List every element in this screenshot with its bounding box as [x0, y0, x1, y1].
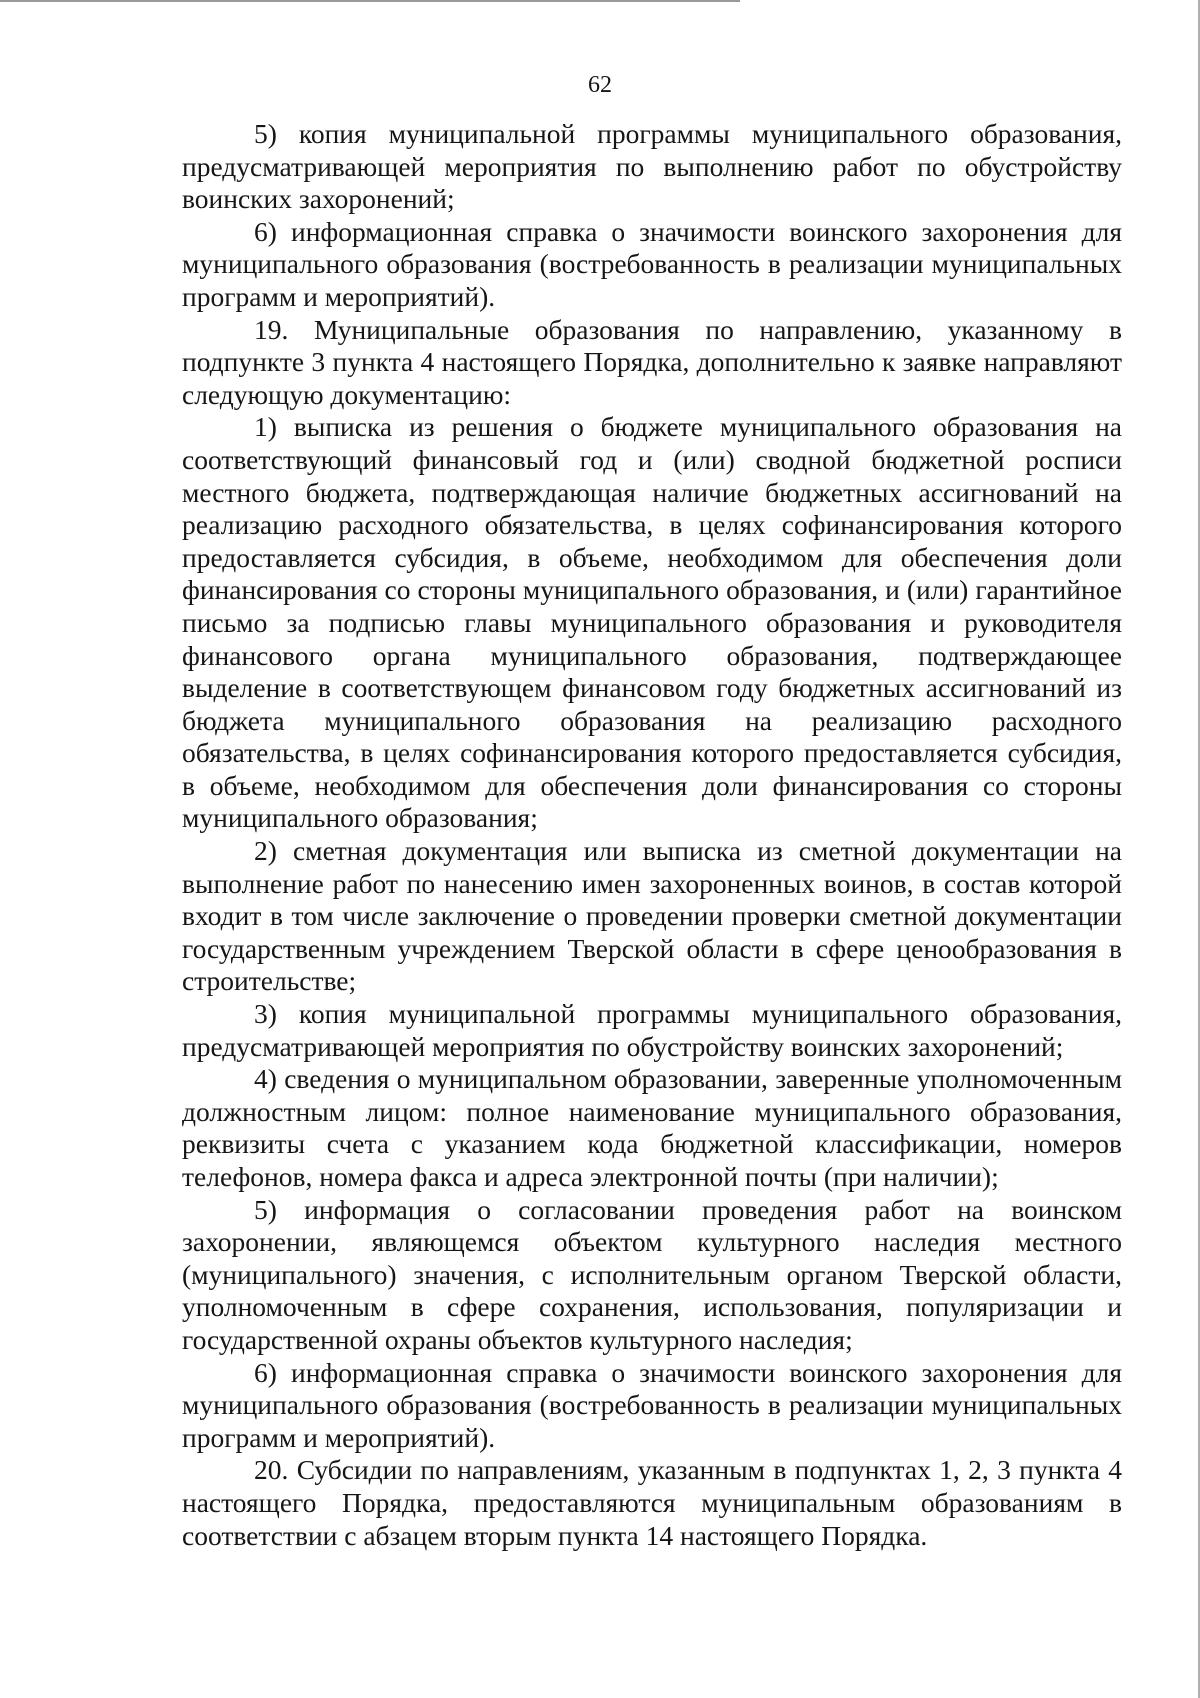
paragraph-item-6-info-note-second: 6) информационная справка о значимости воинского захоронения для муниципального образования (востребованность в реализации муниципальных программ и мероприятий).: [182, 1356, 1122, 1453]
paragraph-item-2-estimate-docs: 2) сметная документация или выписка из сметной документации на выполнение работ по нанесению имен захороненных воинов, в состав которой входит в том числе заключение о проведении проверки сметной документации государственным учреждением Тверской области в сфере ценообразования в строительстве;: [182, 835, 1122, 997]
paragraph-item-5-program-copy: 5) копия муниципальной программы муниципального образования, предусматривающей мероприятия по выполнению работ по обустройству воинских захоронений;: [182, 118, 1122, 215]
paragraph-item-4-municipality-info: 4) сведения о муниципальном образовании, заверенные уполномоченным должностным лицом: полное наименование муниципального образования, реквизиты счета с указанием кода бюджетной классификации, номеров телефонов, номера факса и адреса электронной почты (при наличии);: [182, 1063, 1122, 1192]
paragraph-item-5-heritage-approval: 5) информация о согласовании проведения работ на воинском захоронении, являющемся объектом культурного наследия местного (муниципального) значения, с исполнительным органом Тверской области, уполномоченным в сфере сохранения, использования, популяризации и государственной охраны объектов культурного наследия;: [182, 1193, 1122, 1355]
scan-top-edge: [0, 0, 740, 2]
paragraph-item-1-budget-extract: 1) выписка из решения о бюджете муниципального образования на соответствующий финансовый год и (или) сводной бюджетной росписи местного бюджета, подтверждающая наличие бюджетных ассигнований на реализацию расходного обязательства, в целях софинансирования которого предоставляется субсидия, в объеме, необходимом для обеспечения доли финансирования со стороны муниципального образования, и (или) гарантийное письмо за подписью главы муниципального образования и руководителя финансового органа муниципального образования, подтверждающее выделение в соответствующем финансовом году бюджетных ассигнований из бюджета муниципального образования на реализацию расходного обязательства, в целях софинансирования которого предоставляется субсидия, в объеме, необходимом для обеспечения доли финансирования со стороны муниципального образования;: [182, 411, 1122, 834]
paragraph-clause-19: 19. Муниципальные образования по направлению, указанному в подпункте 3 пункта 4 настоящего Порядка, дополнительно к заявке направляют следующую документацию:: [182, 313, 1122, 410]
paragraph-item-6-info-note: 6) информационная справка о значимости воинского захоронения для муниципального образования (востребованность в реализации муниципальных программ и мероприятий).: [182, 215, 1122, 312]
page-number: 62: [588, 72, 612, 98]
document-body: [182, 118, 1122, 1552]
paragraph-item-3-program-copy: 3) копия муниципальной программы муниципального образования, предусматривающей мероприятия по обустройству воинских захоронений;: [182, 998, 1122, 1062]
paragraph-clause-20: 20. Субсидии по направлениям, указанным в подпунктах 1, 2, 3 пункта 4 настоящего Порядка, предоставляются муниципальным образованиям в соответствии с абзацем вторым пункта 14 настоящего Порядка.: [182, 1454, 1122, 1551]
